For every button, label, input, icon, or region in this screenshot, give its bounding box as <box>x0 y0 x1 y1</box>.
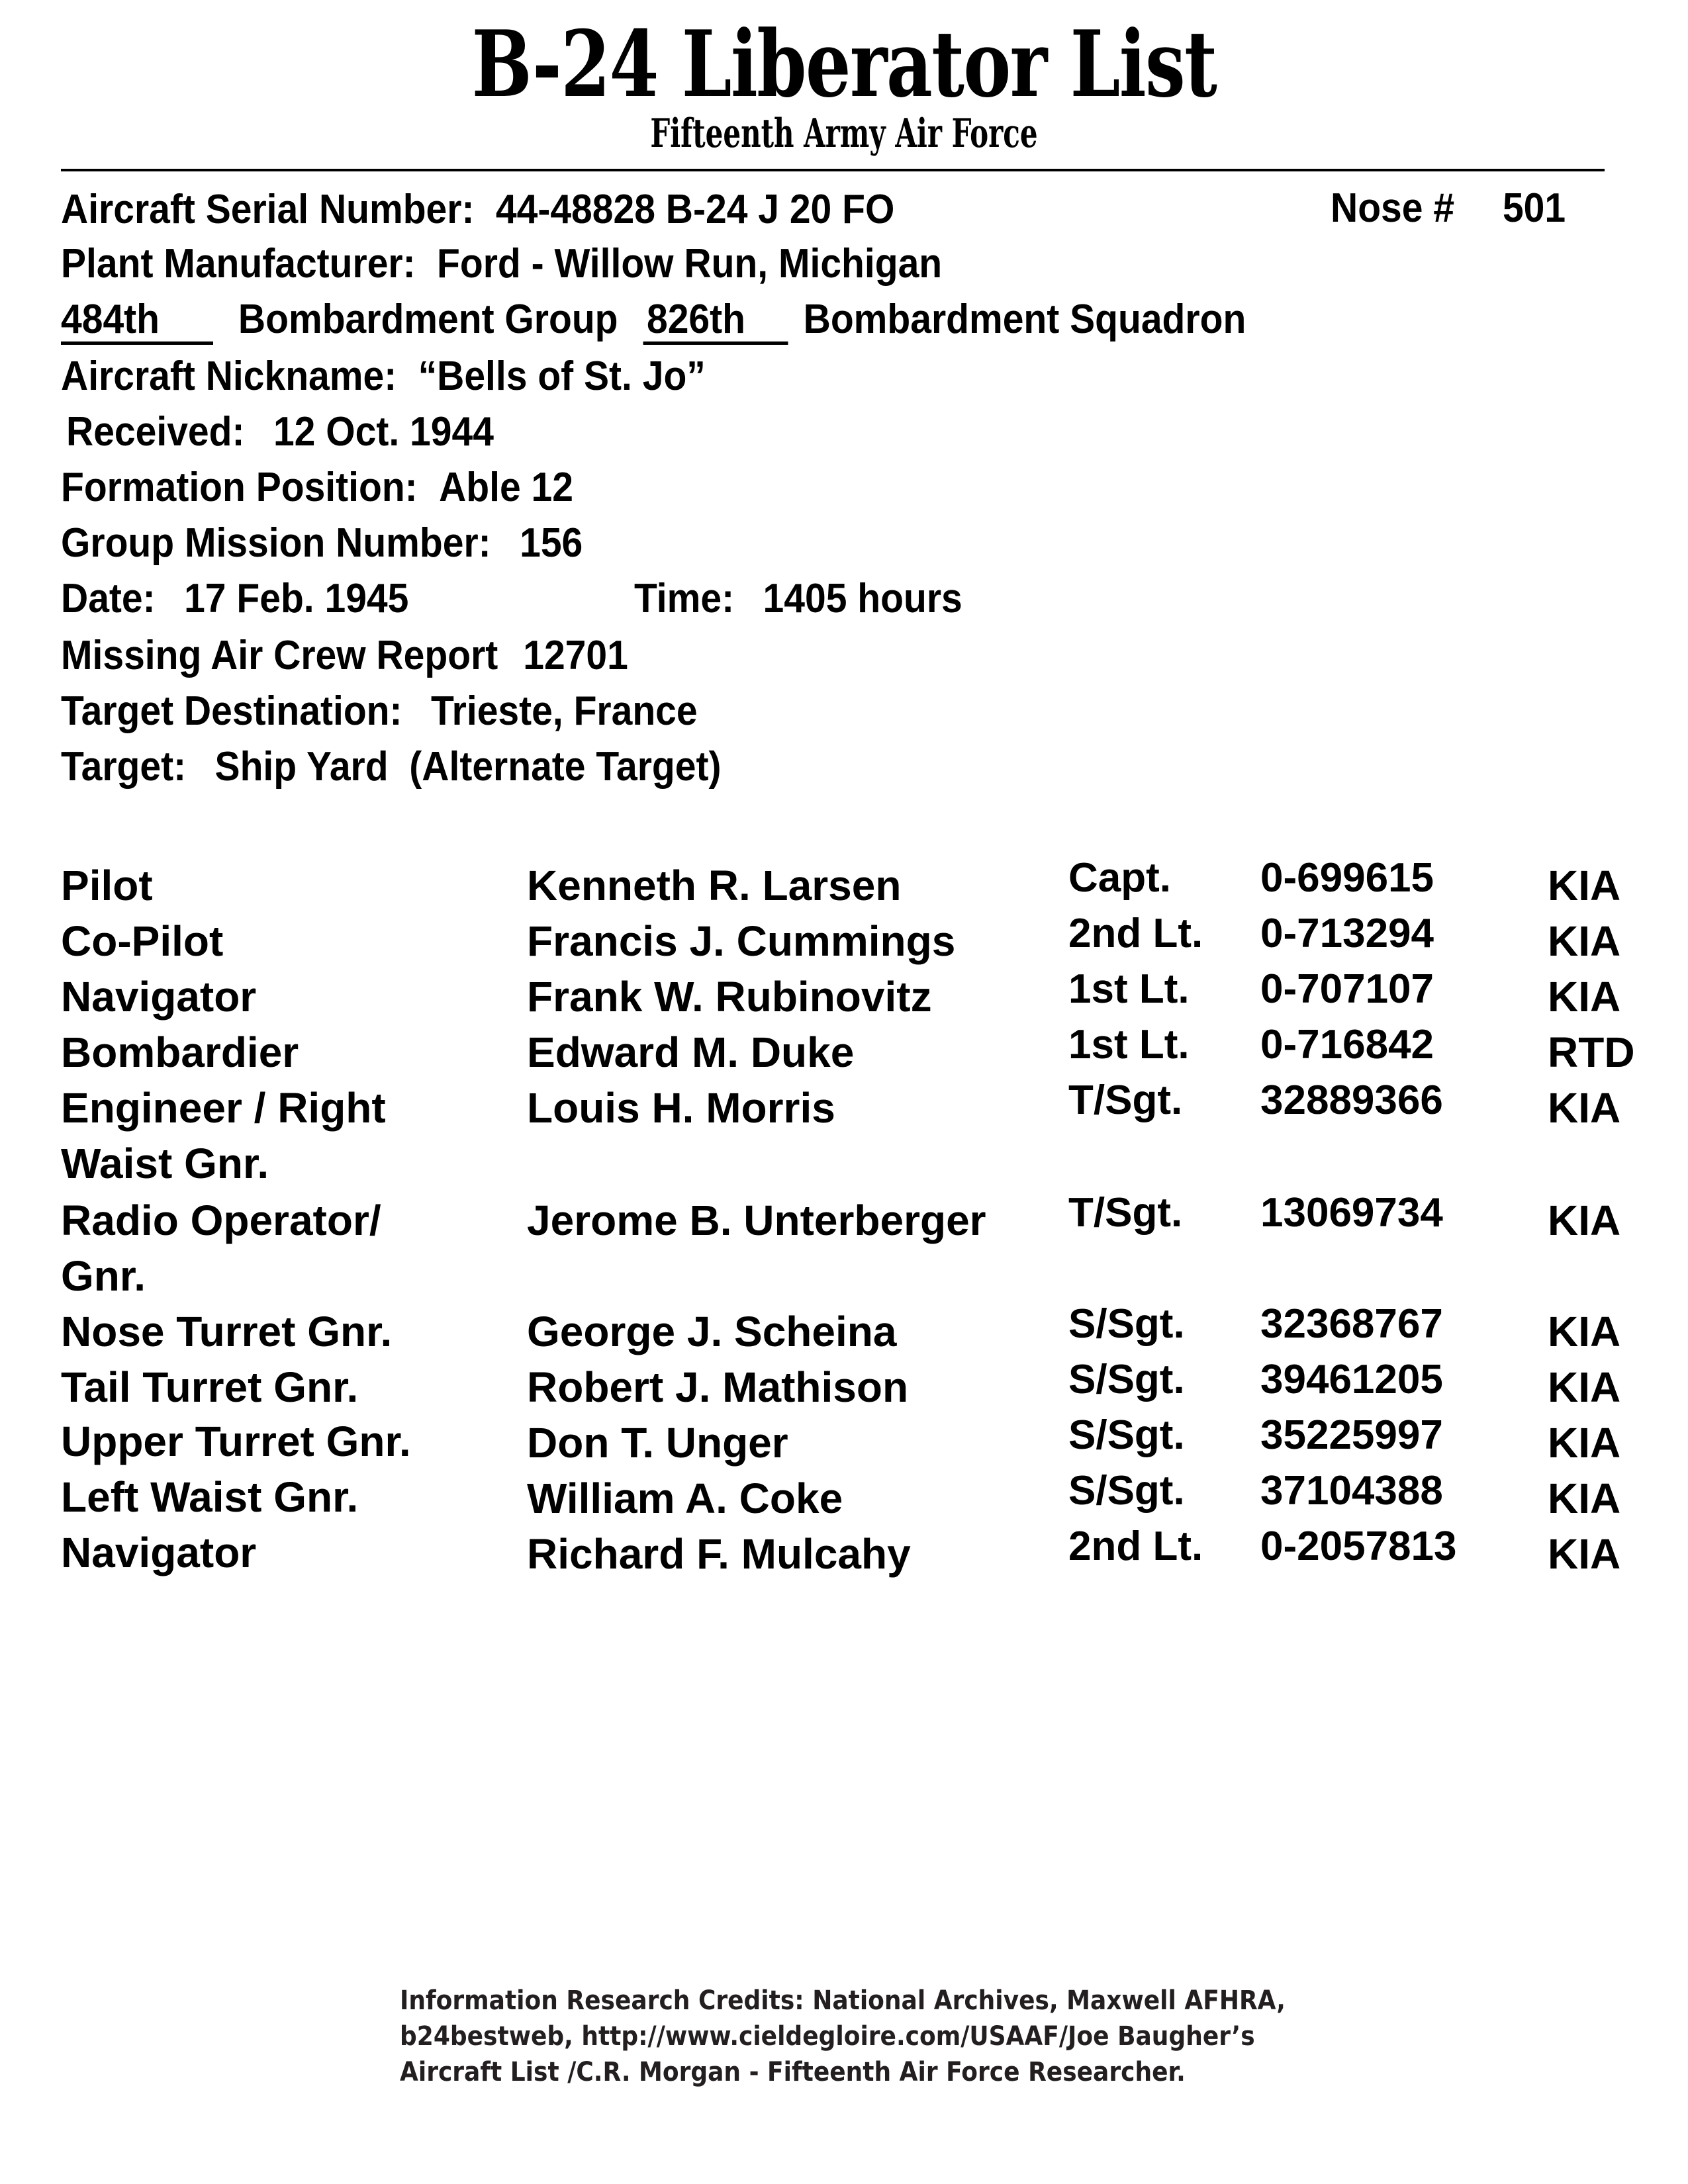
plant-manufacturer-field <box>61 241 943 287</box>
crew-name: William A. Coke <box>527 1475 843 1522</box>
crew-rank: S/Sgt. <box>1068 1301 1185 1347</box>
crew-status: KIA <box>1548 1308 1621 1355</box>
crew-rank: S/Sgt. <box>1068 1468 1185 1514</box>
crew-status: KIA <box>1548 1363 1621 1411</box>
credits-line: Information Research Credits: National Archives, Maxwell AFHRA, <box>400 1985 1286 2016</box>
crew-serial: 0-2057813 <box>1260 1524 1457 1569</box>
crew-rank: T/Sgt. <box>1068 1190 1183 1236</box>
nickname-label: Aircraft Nickname: <box>61 353 397 399</box>
crew-role: Navigator <box>61 1529 257 1576</box>
serial-number-label: Aircraft Serial Number: <box>61 187 475 232</box>
target-field <box>61 744 722 790</box>
crew-serial: 0-716842 <box>1260 1022 1434 1068</box>
crew-name: George J. Scheina <box>527 1308 897 1355</box>
credits-line: b24bestweb, http://www.cieldegloire.com/USAAF/Joe Baugher’s <box>400 2021 1255 2052</box>
nose-number-field <box>1331 185 1566 231</box>
crew-role: Upper Turret Gnr. <box>61 1418 411 1465</box>
formation-position-field <box>61 467 573 508</box>
time-label: Time: <box>634 576 735 621</box>
crew-serial: 35225997 <box>1260 1412 1443 1458</box>
crew-name: Jerome B. Unterberger <box>527 1197 986 1244</box>
crew-status: KIA <box>1548 1419 1621 1467</box>
crew-role-continued: Waist Gnr. <box>61 1140 269 1187</box>
crew-role: Nose Turret Gnr. <box>61 1308 393 1355</box>
macr-value: 12701 <box>523 633 628 678</box>
credits-line: Aircraft List /C.R. Morgan - Fifteenth Air Force Researcher. <box>400 2057 1186 2087</box>
date-field <box>61 578 408 619</box>
date-value: 17 Feb. 1945 <box>184 576 409 621</box>
crew-name: Francis J. Cummings <box>527 917 956 965</box>
plant-manufacturer-label: Plant Manufacturer: <box>61 241 416 287</box>
target-destination-label: Target Destination: <box>61 688 402 734</box>
crew-role: Co-Pilot <box>61 917 224 965</box>
formation-position-label: Formation Position: <box>61 465 418 510</box>
plant-manufacturer-value: Ford - Willow Run, Michigan <box>437 241 943 287</box>
crew-serial: 37104388 <box>1260 1468 1443 1514</box>
crew-role: Navigator <box>61 973 257 1021</box>
crew-rank: 1st Lt. <box>1068 1022 1190 1068</box>
nose-number-label: Nose # <box>1331 185 1455 231</box>
target-label: Target: <box>61 744 187 790</box>
mission-number-label: Group Mission Number: <box>61 520 491 566</box>
crew-serial: 39461205 <box>1260 1357 1443 1402</box>
crew-rank: T/Sgt. <box>1068 1077 1183 1123</box>
squadron-number-value: 826th <box>643 299 788 345</box>
nickname-field <box>61 353 706 399</box>
crew-status: KIA <box>1548 1084 1621 1132</box>
mission-number-value: 156 <box>520 520 583 566</box>
crew-name: Edward M. Duke <box>527 1028 855 1076</box>
nose-number-value: 501 <box>1502 185 1566 231</box>
crew-name: Richard F. Mulcahy <box>527 1530 911 1578</box>
nickname-value: “Bells of St. Jo” <box>418 353 706 399</box>
crew-status: KIA <box>1548 973 1621 1021</box>
received-value: 12 Oct. 1944 <box>273 409 494 455</box>
crew-role: Pilot <box>61 862 153 909</box>
group-squadron-field <box>61 296 1246 345</box>
crew-role: Bombardier <box>61 1028 299 1076</box>
crew-serial: 32889366 <box>1260 1077 1443 1123</box>
crew-rank: S/Sgt. <box>1068 1412 1185 1458</box>
crew-status: KIA <box>1548 862 1621 909</box>
crew-serial: 0-713294 <box>1260 911 1434 956</box>
crew-status: KIA <box>1548 1475 1621 1522</box>
target-destination-value: Trieste, France <box>430 688 698 734</box>
time-field <box>634 578 962 619</box>
crew-serial: 13069734 <box>1260 1190 1443 1236</box>
crew-status: KIA <box>1548 1530 1621 1578</box>
serial-number-value: 44-48828 B-24 J 20 FO <box>495 187 895 232</box>
date-label: Date: <box>61 576 156 621</box>
crew-rank: S/Sgt. <box>1068 1357 1185 1402</box>
crew-role: Engineer / Right <box>61 1084 386 1132</box>
received-label: Received: <box>66 409 245 455</box>
crew-rank: 2nd Lt. <box>1068 911 1203 956</box>
crew-role: Left Waist Gnr. <box>61 1473 359 1521</box>
crew-rank: 1st Lt. <box>1068 966 1190 1012</box>
crew-serial: 0-699615 <box>1260 855 1434 901</box>
crew-name: Don T. Unger <box>527 1419 788 1467</box>
crew-status: KIA <box>1548 1197 1621 1244</box>
formation-position-value: Able 12 <box>439 465 574 510</box>
squadron-label: Bombardment Squadron <box>803 296 1246 342</box>
crew-serial: 0-707107 <box>1260 966 1434 1012</box>
crew-name: Kenneth R. Larsen <box>527 862 902 909</box>
crew-rank: 2nd Lt. <box>1068 1524 1203 1569</box>
research-credits <box>400 1983 1293 2090</box>
serial-number-field <box>61 189 894 230</box>
crew-status: KIA <box>1548 917 1621 965</box>
crew-status: RTD <box>1548 1028 1635 1076</box>
target-destination-field <box>61 688 698 734</box>
group-number-value: 484th <box>61 299 213 345</box>
crew-name: Louis H. Morris <box>527 1084 835 1132</box>
group-label: Bombardment Group <box>238 296 618 342</box>
crew-serial: 32368767 <box>1260 1301 1443 1347</box>
crew-role: Radio Operator/ <box>61 1197 381 1244</box>
time-value: 1405 hours <box>763 576 962 621</box>
crew-role: Tail Turret Gnr. <box>61 1363 359 1411</box>
macr-label: Missing Air Crew Report <box>61 633 498 678</box>
document-subtitle: Fifteenth Army Air Force <box>650 111 1038 157</box>
crew-role-continued: Gnr. <box>61 1252 146 1300</box>
crew-rank: Capt. <box>1068 855 1171 901</box>
received-field <box>66 409 494 455</box>
header-divider <box>61 169 1605 171</box>
crew-name: Robert J. Mathison <box>527 1363 909 1411</box>
target-value: Ship Yard (Alternate Target) <box>214 744 722 790</box>
mission-number-field <box>61 520 583 566</box>
macr-field <box>61 635 628 676</box>
crew-name: Frank W. Rubinovitz <box>527 973 932 1021</box>
document-title: B-24 Liberator List <box>471 10 1217 118</box>
